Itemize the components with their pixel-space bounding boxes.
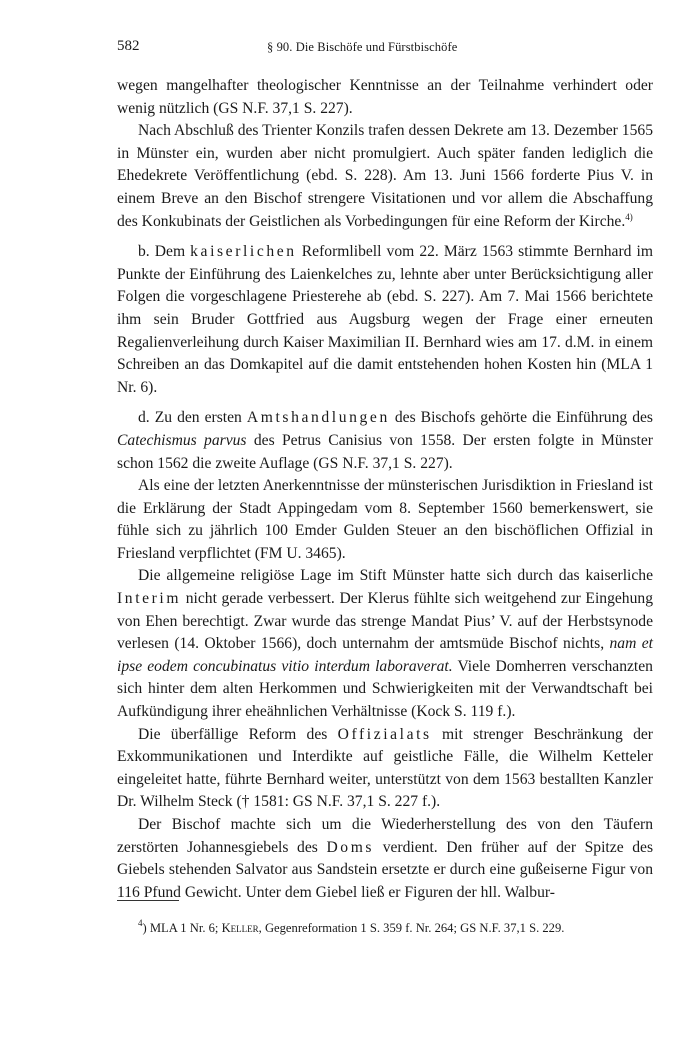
- paragraph-text: Als eine der letzten Anerkenntnisse der münsterischen Jurisdiktion in Friesland ist die Erklärung der Stadt Appingedam vom 8. September 1560 bemerkenswert, sie fühle sich zu jährlich 100 Emder Gulden Steuer an den bischöflichen Offizial in Friesland verpflichtet (FM U. 3465).: [117, 477, 653, 562]
- paragraph-text: Reformlibell vom 22. März 1563 stimmte Bernhard im Punkte der Einführung des Laienkelches zu, lehnte aber unter Berücksichtigung aller Folgen die vorgeschlagene Priesterehe ab (ebd. S. 227). Am 7. Mai 1566 berichtete ihm sein Bruder Gottfried aus Augsburg wegen der Frage einer erneuten Regalienverleihung durch Kaiser Maximilian II. Bernhard wies am 17. d.M. in einem Schreiben an das Domkapitel auf die damit entstehenden hohen Kosten hin (MLA 1 Nr. 6).: [117, 243, 653, 396]
- spaced-term: Doms: [326, 838, 375, 856]
- paragraph-interim: [117, 565, 653, 723]
- paragraph-text: Viele Domherren verschanzten sich hinter dem alten Herkommen und Schwierigkeiten mit der Verwandtschaft bei Aufkündigung ihrer eheähnlichen Verhältnisse (Kock S. 119 f.).: [117, 657, 653, 721]
- section-label: b. Dem: [138, 243, 191, 261]
- paragraph-text: Der Bischof machte sich um die Wiederherstellung des von den Täufern zerstörten Johannesgiebels des: [117, 816, 653, 856]
- spaced-term: Interim: [117, 590, 182, 608]
- paragraph-text: Nach Abschluß des Trienter Konzils trafen dessen Dekrete am 13. Dezember 1565 in Münster ein, wurden aber nicht promulgiert. Auch später fanden lediglich die Ehedekrete Veröffentlichung (ebd. S. 228). Am 13. Juni 1566 forderte Pius V. in einem Breve an den Bischof strengere Visitationen und vor allem die Abschaffung des Konkubinats der Geistlichen als Vorbedingungen für eine Reform der Kirche.: [117, 122, 653, 230]
- footnote-reference[interactable]: 4): [625, 211, 633, 222]
- paragraph-text: des Petrus Canisius von 1558. Der ersten folgte in Münster schon 1562 die zweite Auflage (GS N.F. 37,1 S. 227).: [117, 431, 653, 472]
- paragraph-text: mit strenger Beschränkung der Exkommunikationen und Interdikte auf geistliche Fälle, die Wilhelm Ketteler eingeleitet hatte, führte Bernhard weiter, unterstützt von dem 1563 bestallten Kanzler Dr. Wilhelm Steck († 1581: GS N.F. 37,1 S. 227 f.).: [117, 725, 653, 811]
- page-header: [117, 38, 653, 58]
- paragraph-continuation: [117, 75, 653, 120]
- spaced-term: kaiserlichen: [190, 243, 297, 261]
- paragraph-text: verdient. Den früher auf der Spitze des Giebels stehenden Salvator aus Sandstein ersetzte er durch eine gußeiserne Figur von 116 Pfund Gewicht. Unter dem Giebel ließ er Figuren der hll. Walbur-: [117, 838, 654, 901]
- paragraph-friesland: [117, 475, 653, 565]
- paragraph-text: Die überfällige Reform des: [138, 725, 338, 743]
- italic-quote: nam et ipse eodem concubinatus vitio interdum laboraverat.: [117, 635, 653, 675]
- paragraph-text: des Bischofs gehörte die Einführung des: [389, 409, 653, 427]
- paragraph-text: nicht gerade verbessert. Der Klerus fühlte sich weitgehend zur Eingehung von Ehen berechtigt. Zwar wurde das strenge Mandat Pius’ V. auf der Herbstsynode verlesen (14. Oktober 1566), doch unternahm der amtsmüde Bischof nichts,: [117, 590, 653, 653]
- running-head: § 90. Die Bischöfe und Fürstbischöfe: [267, 40, 458, 54]
- paragraph-text: Die allgemeine religiöse Lage im Stift Münster hatte sich durch das kaiserliche: [138, 567, 653, 585]
- paragraph-trient: [117, 120, 653, 233]
- footnote-text: , Gegenreformation 1 S. 359 f. Nr. 264; GS N.F. 37,1 S. 229.: [258, 920, 565, 935]
- body-text: [117, 75, 653, 904]
- paragraph-reformlibell: [117, 241, 653, 399]
- page-number: 582: [117, 38, 140, 54]
- italic-title: Catechismus parvus: [117, 431, 247, 449]
- section-label: d. Zu den ersten: [138, 409, 247, 427]
- footnote-text: ) MLA 1 Nr. 6;: [142, 920, 222, 935]
- footnote-ref-number[interactable]: 4: [625, 211, 630, 222]
- footnote: [117, 919, 653, 937]
- paragraph-text: wegen mangelhafter theologischer Kenntnisse an der Teilnahme verhindert oder wenig nützlich (GS N.F. 37,1 S. 227).: [117, 77, 653, 117]
- spaced-term: Offizialats: [337, 725, 432, 743]
- paragraph-dom: [117, 814, 653, 904]
- footnote-author: Keller: [221, 920, 259, 935]
- paragraph-offizialat: [117, 724, 653, 814]
- paragraph-amtshandlungen: [117, 407, 653, 475]
- spaced-term: Amtshandlungen: [246, 409, 390, 427]
- footnote-marker: 4: [138, 917, 143, 928]
- footnote-divider: [117, 900, 179, 901]
